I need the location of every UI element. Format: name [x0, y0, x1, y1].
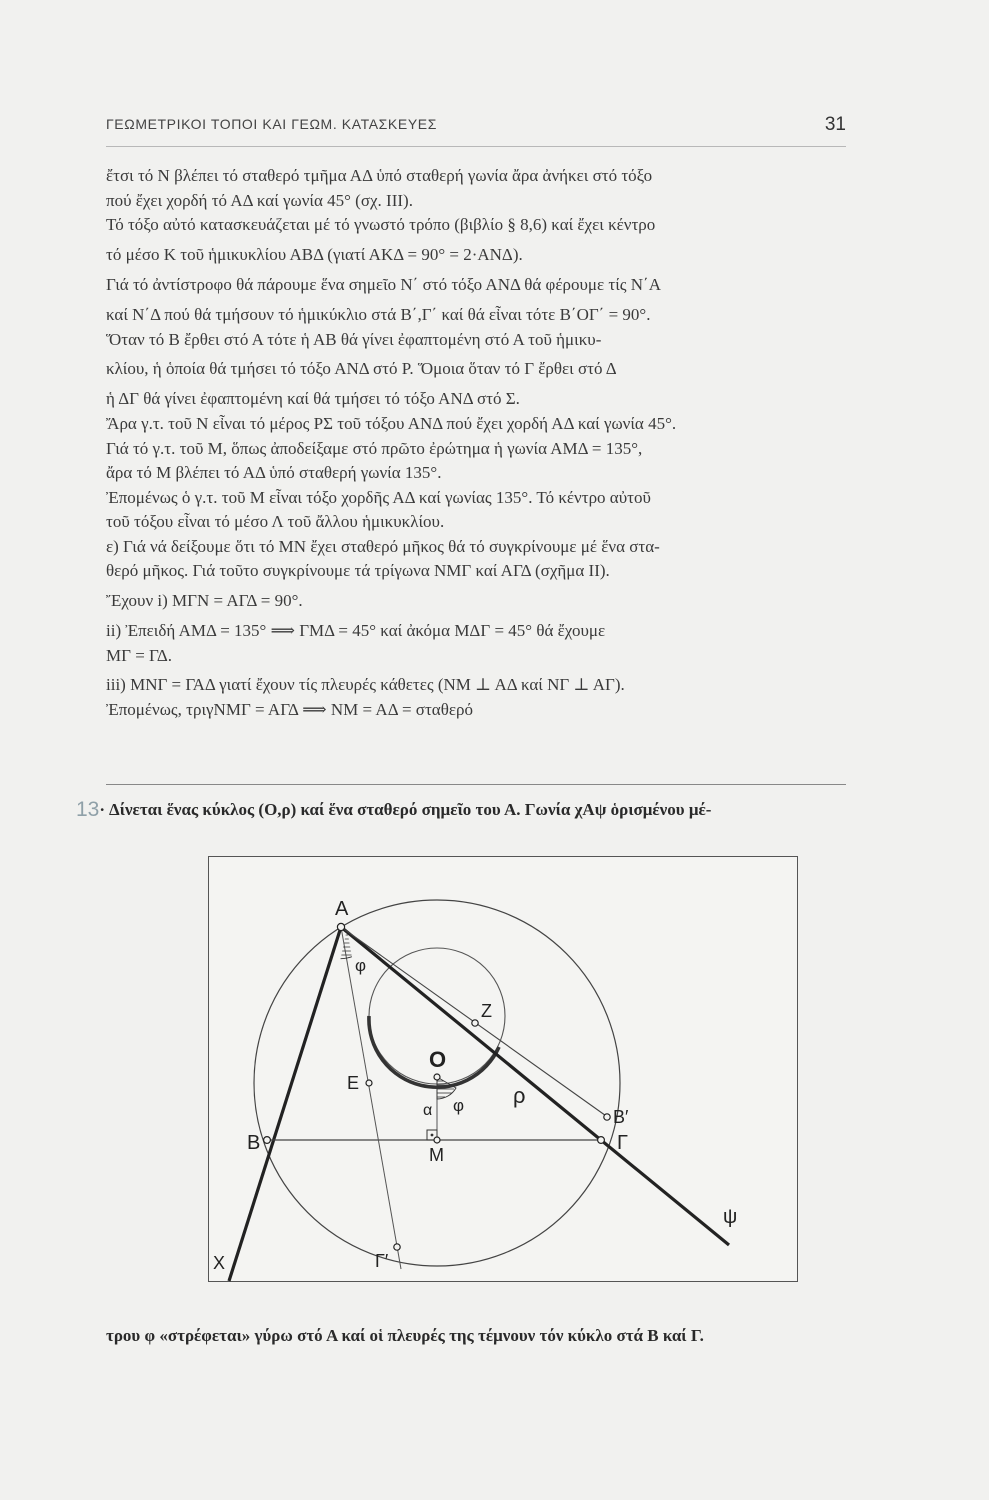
header-rule	[106, 146, 846, 147]
geometry-figure	[208, 856, 798, 1282]
text-line: πού ἔχει χορδή τό ΑΔ καί γωνία 45° (σχ. III).	[106, 190, 413, 210]
body-text	[106, 164, 846, 723]
point-b-prime	[604, 1114, 610, 1120]
text-line: ἄρα τό Μ βλέπει τό ΑΔ ὑπό σταθερή γωνία 135°.	[106, 463, 442, 482]
text-line: ε) Γιά νά δείξουμε ὅτι τό ΜΝ ἔχει σταθερό μῆκος θά τό συγκρίνουμε μέ ἕνα στα-	[106, 536, 660, 556]
section-rule	[106, 784, 846, 785]
problem-number: 13	[76, 798, 100, 821]
right-angle-dot	[431, 1134, 434, 1137]
side-apsi	[341, 927, 729, 1245]
text-line: iii) ΜΝΓ = ΓΑΔ γιατί ἔχουν τίς πλευρές κάθετες (ΝΜ ⊥ ΑΔ καί ΝΓ ⊥ ΑΓ).	[106, 675, 625, 694]
label-b: B	[247, 1132, 261, 1154]
point-a	[337, 923, 344, 930]
text-line: Ὅταν τό Β ἔρθει στό Α τότε ἡ ΑΒ θά γίνει ἐφαπτομένη στό Α τοῦ ἡμικυ-	[106, 329, 602, 349]
problem-statement	[76, 798, 856, 822]
label-m: M	[429, 1145, 444, 1165]
point-b	[264, 1137, 271, 1144]
point-g-prime	[394, 1244, 400, 1250]
page-number: 31	[824, 114, 846, 135]
label-x: X	[213, 1253, 226, 1273]
header-title: ΓΕΩΜΕΤΡΙΚΟΙ ΤΟΠΟΙ ΚΑΙ ΓΕΩΜ. ΚΑΤΑΣΚΕΥΕΣ	[106, 116, 437, 132]
text-line: ἡ ΔΓ θά γίνει ἐφαπτομένη καί θά τμήσει τό τόξο ΑΝΔ στό Σ.	[106, 389, 520, 408]
label-rho: ρ	[513, 1083, 526, 1108]
problem-dot: ·	[99, 800, 106, 819]
text-line: Ἔχουν i) ΜΓΝ = ΑΓΔ = 90°.	[106, 590, 303, 610]
label-a: A	[335, 898, 349, 920]
text-line: Ἄρα γ.τ. τοῦ Ν εἶναι τό μέρος ΡΣ τοῦ τόξου ΑΝΔ πού ἔχει χορδή ΑΔ καί γωνία 45°.	[106, 414, 677, 433]
text-line: θερό μῆκος. Γιά τοῦτο συγκρίνουμε τά τρίγωνα ΝΜΓ καί ΑΓΔ (σχῆμα II).	[106, 561, 610, 580]
label-psi: ψ	[723, 1206, 738, 1228]
text-line: τό μέσο Κ τοῦ ἡμικυκλίου ΑΒΔ (γιατί ΑΚΔ = 90° = 2·ΑΝΔ).	[106, 244, 523, 264]
label-alpha: α	[423, 1102, 433, 1119]
text-line: Ἐπομένως ὁ γ.τ. τοῦ Μ εἶναι τόξο χορδῆς ΑΔ καί γωνίας 135°. Τό κέντρο αὐτοῦ	[106, 487, 651, 507]
point-e	[366, 1080, 372, 1086]
running-header	[106, 114, 846, 144]
label-phi-o: φ	[453, 1096, 465, 1115]
text-line: ἔτσι τό Ν βλέπει τό σταθερό τμῆμα ΑΔ ὑπό σταθερή γωνία ἄρα ἀνήκει στό τόξο	[106, 166, 653, 185]
text-line: Τό τόξο αὐτό κατασκευάζεται μέ τό γνωστό τρόπο (βιβλίο § 8,6) καί ἔχει κέντρο	[106, 215, 656, 234]
point-z	[472, 1020, 478, 1026]
label-e: E	[347, 1073, 360, 1093]
problem-text: Δίνεται ἕνας κύκλος (Ο,ρ) καί ἕνα σταθερό σημεῖο του Α. Γωνία χΑψ ὁρισμένου μέ-	[109, 800, 712, 819]
figure-svg	[209, 857, 799, 1283]
point-m	[434, 1137, 440, 1143]
label-z: Z	[481, 1001, 492, 1021]
text-line: κλίου, ἡ ὁποία θά τμήσει τό τόξο ΑΝΔ στό Ρ. Ὅμοια ὅταν τό Γ ἔρθει στό Δ	[106, 359, 617, 378]
text-line: Γιά τό γ.τ. τοῦ Μ, ὅπως ἀποδείξαμε στό πρῶτο ἐρώτημα ἡ γωνία ΑΜΔ = 135°,	[106, 438, 643, 458]
label-b-prime: B′	[613, 1107, 629, 1127]
text-line: Γιά τό ἀντίστροφο θά πάρουμε ἕνα σημεῖο Ν΄ στό τόξο ΑΝΔ θά φέρουμε τίς Ν΄Α	[106, 274, 661, 294]
label-g-prime: Γ′	[375, 1251, 389, 1271]
point-o	[434, 1074, 440, 1080]
label-phi-a: φ	[355, 956, 367, 975]
figure-caption: τρου φ «στρέφεται» γύρω στό Α καί οἱ πλευρές της τέμνουν τόν κύκλο στά Β καί Γ.	[106, 1326, 704, 1345]
text-line: Ἐπομένως, τριγΝΜΓ = ΑΓΔ ⟹ ΝΜ = ΑΔ = σταθερό	[106, 700, 473, 719]
line-ag-prime	[341, 927, 401, 1269]
label-g: Γ	[617, 1132, 629, 1154]
text-line: ΜΓ = ΓΔ.	[106, 645, 173, 665]
point-g	[598, 1137, 605, 1144]
text-line: τοῦ τόξου εἶναι τό μέσο Λ τοῦ ἄλλου ἡμικυκλίου.	[106, 512, 445, 531]
text-line: καί Ν΄Δ πού θά τμήσουν τό ἡμικύκλιο στά Β΄,Γ΄ καί θά εἶναι τότε Β΄ΟΓ΄ = 90°.	[106, 304, 651, 324]
text-line: ii) Ἐπειδή ΑΜΔ = 135° ⟹ ΓΜΔ = 45° καί ἀκόμα ΜΔΓ = 45° θά ἔχουμε	[106, 620, 606, 640]
label-o: O	[429, 1047, 447, 1072]
